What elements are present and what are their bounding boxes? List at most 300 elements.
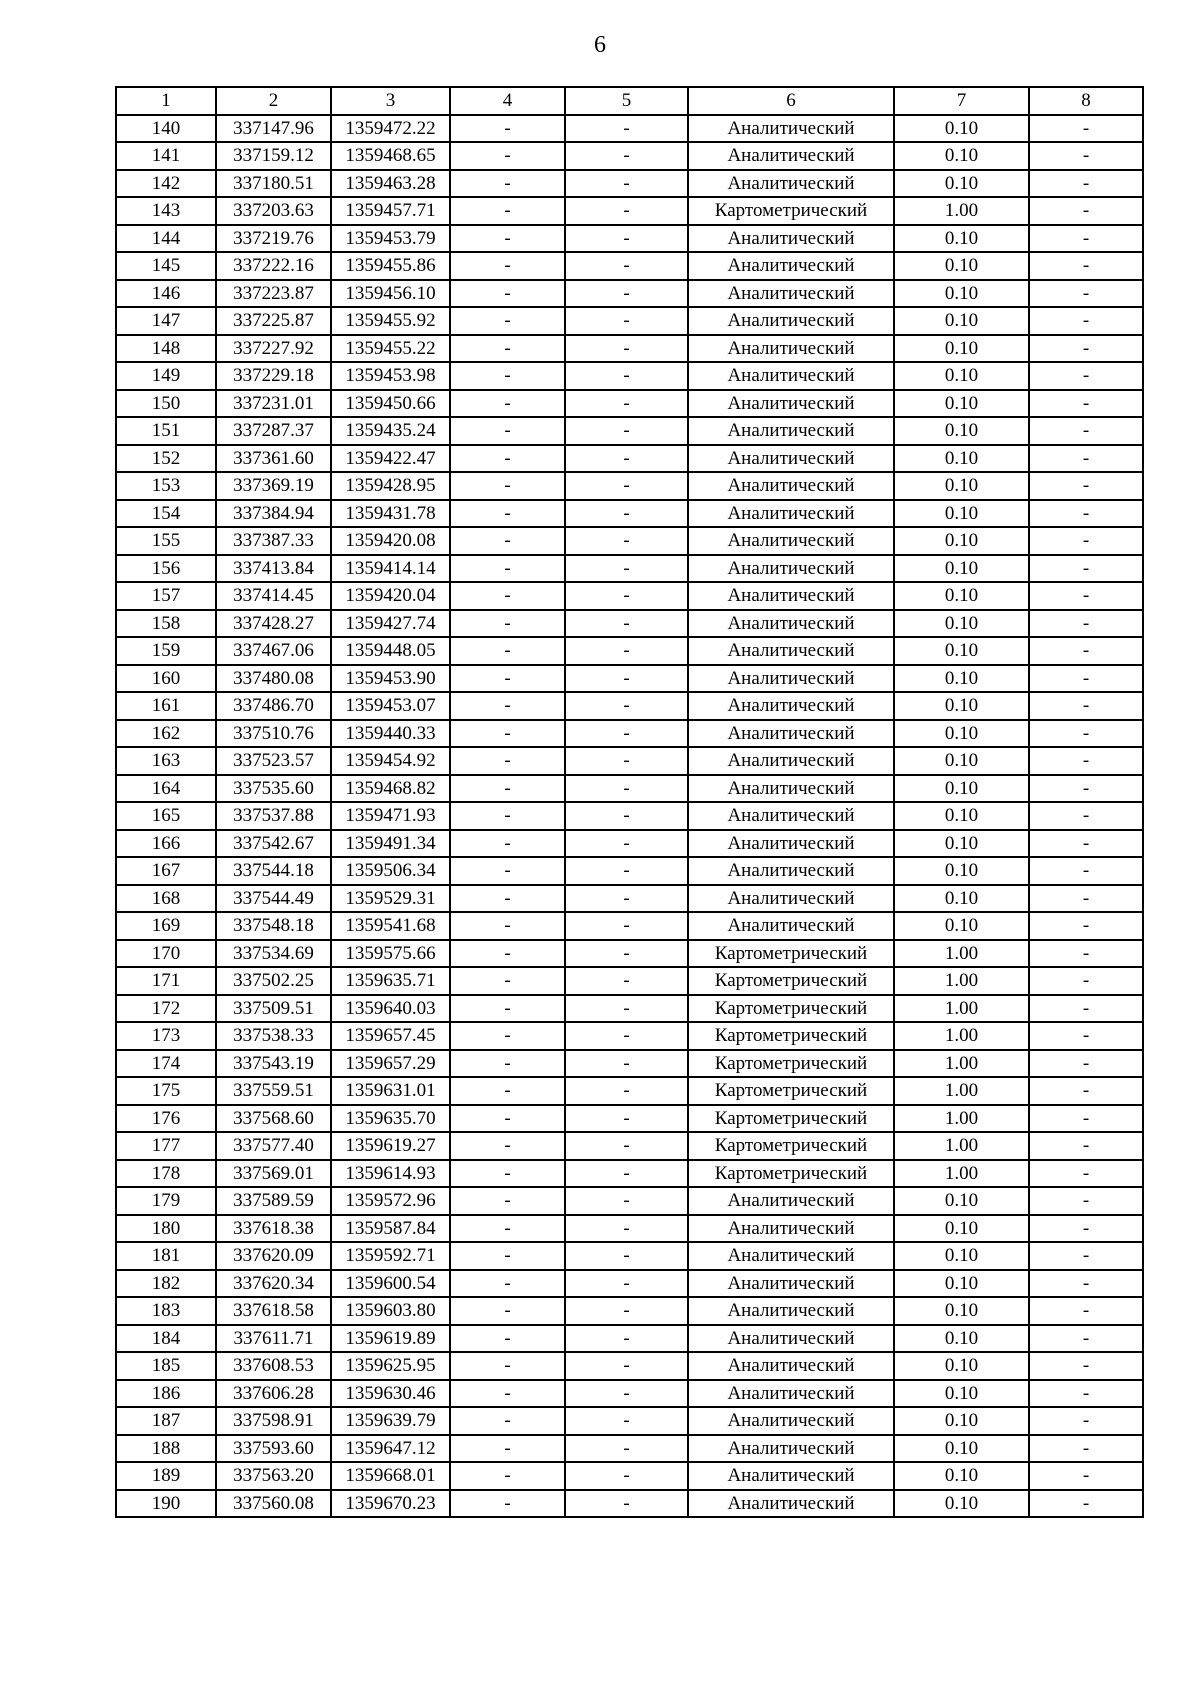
page-number: 6 [594,32,606,58]
table-row [116,527,1143,555]
column-5-cell: - [565,802,688,830]
point-number-cell: 177 [116,1132,216,1160]
point-number-cell: 145 [116,252,216,280]
column-4-cell: - [450,527,565,555]
column-header: 3 [331,87,450,115]
column-8-cell: - [1029,665,1143,693]
method-cell: Аналитический [688,802,894,830]
column-4-cell: - [450,1435,565,1463]
x-coordinate-cell: 337569.01 [216,1160,331,1188]
column-8-cell: - [1029,610,1143,638]
column-4-cell: - [450,1160,565,1188]
method-cell: Аналитический [688,1242,894,1270]
point-number-cell: 168 [116,885,216,913]
accuracy-cell: 0.10 [894,335,1029,363]
x-coordinate-cell: 337543.19 [216,1050,331,1078]
column-5-cell: - [565,417,688,445]
accuracy-cell: 1.00 [894,1022,1029,1050]
column-5-cell: - [565,527,688,555]
table-row [116,1325,1143,1353]
x-coordinate-cell: 337502.25 [216,967,331,995]
point-number-cell: 159 [116,637,216,665]
point-number-cell: 146 [116,280,216,308]
column-5-cell: - [565,280,688,308]
column-8-cell: - [1029,142,1143,170]
x-coordinate-cell: 337608.53 [216,1352,331,1380]
column-8-cell: - [1029,1297,1143,1325]
y-coordinate-cell: 1359440.33 [331,720,450,748]
table-row [116,142,1143,170]
y-coordinate-cell: 1359453.98 [331,362,450,390]
point-number-cell: 171 [116,967,216,995]
column-8-cell: - [1029,1215,1143,1243]
column-header: 4 [450,87,565,115]
point-number-cell: 189 [116,1462,216,1490]
column-4-cell: - [450,1352,565,1380]
column-4-cell: - [450,610,565,638]
accuracy-cell: 0.10 [894,390,1029,418]
accuracy-cell: 0.10 [894,1352,1029,1380]
x-coordinate-cell: 337480.08 [216,665,331,693]
column-5-cell: - [565,720,688,748]
y-coordinate-cell: 1359587.84 [331,1215,450,1243]
method-cell: Аналитический [688,665,894,693]
column-8-cell: - [1029,857,1143,885]
column-5-cell: - [565,500,688,528]
x-coordinate-cell: 337231.01 [216,390,331,418]
column-8-cell: - [1029,1462,1143,1490]
column-5-cell: - [565,1242,688,1270]
table-row [116,1187,1143,1215]
method-cell: Картометрический [688,1022,894,1050]
column-5-cell: - [565,692,688,720]
y-coordinate-cell: 1359450.66 [331,390,450,418]
column-header: 8 [1029,87,1143,115]
x-coordinate-cell: 337147.96 [216,115,331,143]
table-row [116,335,1143,363]
x-coordinate-cell: 337611.71 [216,1325,331,1353]
column-4-cell: - [450,1325,565,1353]
accuracy-cell: 1.00 [894,1160,1029,1188]
table-row [116,637,1143,665]
y-coordinate-cell: 1359420.08 [331,527,450,555]
accuracy-cell: 1.00 [894,1077,1029,1105]
point-number-cell: 140 [116,115,216,143]
column-5-cell: - [565,1462,688,1490]
point-number-cell: 186 [116,1380,216,1408]
column-header: 7 [894,87,1029,115]
point-number-cell: 150 [116,390,216,418]
accuracy-cell: 0.10 [894,1490,1029,1518]
accuracy-cell: 0.10 [894,472,1029,500]
column-4-cell: - [450,1215,565,1243]
table-row [116,280,1143,308]
accuracy-cell: 0.10 [894,115,1029,143]
accuracy-cell: 1.00 [894,967,1029,995]
column-header: 5 [565,87,688,115]
y-coordinate-cell: 1359600.54 [331,1270,450,1298]
x-coordinate-cell: 337537.88 [216,802,331,830]
point-number-cell: 167 [116,857,216,885]
accuracy-cell: 0.10 [894,1435,1029,1463]
accuracy-cell: 0.10 [894,775,1029,803]
method-cell: Аналитический [688,335,894,363]
x-coordinate-cell: 337534.69 [216,940,331,968]
y-coordinate-cell: 1359529.31 [331,885,450,913]
table-row [116,225,1143,253]
method-cell: Картометрический [688,197,894,225]
point-number-cell: 180 [116,1215,216,1243]
point-number-cell: 185 [116,1352,216,1380]
accuracy-cell: 0.10 [894,720,1029,748]
column-5-cell: - [565,1325,688,1353]
point-number-cell: 158 [116,610,216,638]
method-cell: Аналитический [688,555,894,583]
column-8-cell: - [1029,500,1143,528]
column-4-cell: - [450,1380,565,1408]
method-cell: Аналитический [688,1407,894,1435]
column-8-cell: - [1029,692,1143,720]
x-coordinate-cell: 337544.18 [216,857,331,885]
accuracy-cell: 0.10 [894,912,1029,940]
method-cell: Аналитический [688,1325,894,1353]
x-coordinate-cell: 337523.57 [216,747,331,775]
column-4-cell: - [450,1270,565,1298]
accuracy-cell: 0.10 [894,665,1029,693]
column-5-cell: - [565,1407,688,1435]
accuracy-cell: 0.10 [894,142,1029,170]
accuracy-cell: 1.00 [894,1105,1029,1133]
x-coordinate-cell: 337598.91 [216,1407,331,1435]
column-8-cell: - [1029,1352,1143,1380]
accuracy-cell: 0.10 [894,857,1029,885]
column-8-cell: - [1029,995,1143,1023]
point-number-cell: 164 [116,775,216,803]
column-8-cell: - [1029,527,1143,555]
column-5-cell: - [565,1050,688,1078]
column-5-cell: - [565,1297,688,1325]
table-row [116,610,1143,638]
method-cell: Картометрический [688,1105,894,1133]
column-5-cell: - [565,582,688,610]
table-row [116,1407,1143,1435]
column-5-cell: - [565,362,688,390]
column-4-cell: - [450,335,565,363]
column-5-cell: - [565,390,688,418]
x-coordinate-cell: 337428.27 [216,610,331,638]
column-5-cell: - [565,1105,688,1133]
x-coordinate-cell: 337618.38 [216,1215,331,1243]
x-coordinate-cell: 337369.19 [216,472,331,500]
column-8-cell: - [1029,1380,1143,1408]
accuracy-cell: 0.10 [894,170,1029,198]
y-coordinate-cell: 1359427.74 [331,610,450,638]
column-8-cell: - [1029,1490,1143,1518]
table-row [116,390,1143,418]
column-5-cell: - [565,1187,688,1215]
column-4-cell: - [450,280,565,308]
column-4-cell: - [450,747,565,775]
method-cell: Аналитический [688,610,894,638]
column-5-cell: - [565,170,688,198]
table-row [116,115,1143,143]
column-5-cell: - [565,857,688,885]
y-coordinate-cell: 1359592.71 [331,1242,450,1270]
column-8-cell: - [1029,390,1143,418]
column-8-cell: - [1029,830,1143,858]
table-row [116,170,1143,198]
method-cell: Аналитический [688,527,894,555]
y-coordinate-cell: 1359657.45 [331,1022,450,1050]
column-4-cell: - [450,1297,565,1325]
column-8-cell: - [1029,1242,1143,1270]
y-coordinate-cell: 1359455.86 [331,252,450,280]
column-8-cell: - [1029,1407,1143,1435]
column-8-cell: - [1029,445,1143,473]
column-8-cell: - [1029,1050,1143,1078]
y-coordinate-cell: 1359575.66 [331,940,450,968]
method-cell: Аналитический [688,1380,894,1408]
x-coordinate-cell: 337560.08 [216,1490,331,1518]
accuracy-cell: 0.10 [894,307,1029,335]
y-coordinate-cell: 1359435.24 [331,417,450,445]
column-5-cell: - [565,197,688,225]
y-coordinate-cell: 1359468.65 [331,142,450,170]
method-cell: Аналитический [688,1352,894,1380]
point-number-cell: 162 [116,720,216,748]
column-4-cell: - [450,307,565,335]
x-coordinate-cell: 337535.60 [216,775,331,803]
table-row [116,775,1143,803]
column-8-cell: - [1029,747,1143,775]
accuracy-cell: 0.10 [894,527,1029,555]
column-5-cell: - [565,995,688,1023]
method-cell: Аналитический [688,390,894,418]
point-number-cell: 188 [116,1435,216,1463]
table-row [116,967,1143,995]
accuracy-cell: 0.10 [894,1215,1029,1243]
y-coordinate-cell: 1359457.71 [331,197,450,225]
column-5-cell: - [565,1215,688,1243]
column-4-cell: - [450,472,565,500]
column-5-cell: - [565,747,688,775]
column-4-cell: - [450,1077,565,1105]
point-number-cell: 152 [116,445,216,473]
method-cell: Аналитический [688,417,894,445]
point-number-cell: 187 [116,1407,216,1435]
column-4-cell: - [450,362,565,390]
column-5-cell: - [565,225,688,253]
column-5-cell: - [565,940,688,968]
column-4-cell: - [450,445,565,473]
column-5-cell: - [565,885,688,913]
table-body [116,115,1143,1518]
table-row [116,252,1143,280]
x-coordinate-cell: 337606.28 [216,1380,331,1408]
column-8-cell: - [1029,307,1143,335]
column-5-cell: - [565,1380,688,1408]
method-cell: Аналитический [688,747,894,775]
method-cell: Аналитический [688,912,894,940]
column-5-cell: - [565,1160,688,1188]
table-row [116,1352,1143,1380]
accuracy-cell: 1.00 [894,940,1029,968]
x-coordinate-cell: 337413.84 [216,555,331,583]
column-4-cell: - [450,637,565,665]
point-number-cell: 176 [116,1105,216,1133]
column-4-cell: - [450,830,565,858]
column-4-cell: - [450,802,565,830]
column-8-cell: - [1029,417,1143,445]
accuracy-cell: 0.10 [894,830,1029,858]
column-5-cell: - [565,115,688,143]
column-4-cell: - [450,417,565,445]
column-4-cell: - [450,1242,565,1270]
x-coordinate-cell: 337361.60 [216,445,331,473]
x-coordinate-cell: 337223.87 [216,280,331,308]
table-row [116,417,1143,445]
point-number-cell: 153 [116,472,216,500]
x-coordinate-cell: 337203.63 [216,197,331,225]
column-header: 2 [216,87,331,115]
table-row [116,802,1143,830]
y-coordinate-cell: 1359428.95 [331,472,450,500]
y-coordinate-cell: 1359647.12 [331,1435,450,1463]
y-coordinate-cell: 1359456.10 [331,280,450,308]
x-coordinate-cell: 337229.18 [216,362,331,390]
column-4-cell: - [450,1462,565,1490]
x-coordinate-cell: 337542.67 [216,830,331,858]
point-number-cell: 173 [116,1022,216,1050]
x-coordinate-cell: 337227.92 [216,335,331,363]
accuracy-cell: 0.10 [894,637,1029,665]
column-8-cell: - [1029,912,1143,940]
table-row [116,940,1143,968]
x-coordinate-cell: 337559.51 [216,1077,331,1105]
point-number-cell: 170 [116,940,216,968]
accuracy-cell: 1.00 [894,197,1029,225]
y-coordinate-cell: 1359635.70 [331,1105,450,1133]
column-5-cell: - [565,445,688,473]
point-number-cell: 178 [116,1160,216,1188]
x-coordinate-cell: 337467.06 [216,637,331,665]
column-4-cell: - [450,995,565,1023]
point-number-cell: 175 [116,1077,216,1105]
column-8-cell: - [1029,1077,1143,1105]
y-coordinate-cell: 1359468.82 [331,775,450,803]
method-cell: Аналитический [688,1435,894,1463]
y-coordinate-cell: 1359431.78 [331,500,450,528]
method-cell: Аналитический [688,1215,894,1243]
x-coordinate-cell: 337384.94 [216,500,331,528]
accuracy-cell: 1.00 [894,1050,1029,1078]
accuracy-cell: 0.10 [894,417,1029,445]
column-5-cell: - [565,665,688,693]
accuracy-cell: 0.10 [894,885,1029,913]
column-4-cell: - [450,582,565,610]
accuracy-cell: 1.00 [894,995,1029,1023]
table-row [116,1105,1143,1133]
y-coordinate-cell: 1359414.14 [331,555,450,583]
column-4-cell: - [450,390,565,418]
method-cell: Аналитический [688,1462,894,1490]
column-8-cell: - [1029,1160,1143,1188]
x-coordinate-cell: 337620.09 [216,1242,331,1270]
column-8-cell: - [1029,1105,1143,1133]
column-header: 6 [688,87,894,115]
y-coordinate-cell: 1359625.95 [331,1352,450,1380]
column-4-cell: - [450,1407,565,1435]
y-coordinate-cell: 1359640.03 [331,995,450,1023]
method-cell: Аналитический [688,1297,894,1325]
column-8-cell: - [1029,555,1143,583]
column-4-cell: - [450,692,565,720]
y-coordinate-cell: 1359603.80 [331,1297,450,1325]
column-4-cell: - [450,1022,565,1050]
point-number-cell: 149 [116,362,216,390]
accuracy-cell: 1.00 [894,1132,1029,1160]
y-coordinate-cell: 1359506.34 [331,857,450,885]
table-row [116,1462,1143,1490]
method-cell: Картометрический [688,1160,894,1188]
x-coordinate-cell: 337544.49 [216,885,331,913]
method-cell: Аналитический [688,307,894,335]
accuracy-cell: 0.10 [894,252,1029,280]
method-cell: Аналитический [688,362,894,390]
y-coordinate-cell: 1359472.22 [331,115,450,143]
method-cell: Картометрический [688,1132,894,1160]
column-4-cell: - [450,500,565,528]
y-coordinate-cell: 1359635.71 [331,967,450,995]
x-coordinate-cell: 337548.18 [216,912,331,940]
point-number-cell: 160 [116,665,216,693]
column-5-cell: - [565,555,688,583]
x-coordinate-cell: 337620.34 [216,1270,331,1298]
accuracy-cell: 0.10 [894,362,1029,390]
column-5-cell: - [565,1490,688,1518]
accuracy-cell: 0.10 [894,445,1029,473]
y-coordinate-cell: 1359453.90 [331,665,450,693]
column-5-cell: - [565,142,688,170]
table-row [116,1297,1143,1325]
column-4-cell: - [450,912,565,940]
column-8-cell: - [1029,1132,1143,1160]
column-5-cell: - [565,252,688,280]
table-row [116,857,1143,885]
table-row [116,665,1143,693]
method-cell: Аналитический [688,775,894,803]
accuracy-cell: 0.10 [894,582,1029,610]
column-8-cell: - [1029,582,1143,610]
column-8-cell: - [1029,197,1143,225]
column-8-cell: - [1029,802,1143,830]
column-4-cell: - [450,720,565,748]
column-5-cell: - [565,307,688,335]
column-4-cell: - [450,940,565,968]
x-coordinate-cell: 337593.60 [216,1435,331,1463]
table-row [116,1490,1143,1518]
column-5-cell: - [565,1022,688,1050]
table-row [116,1215,1143,1243]
method-cell: Картометрический [688,1077,894,1105]
accuracy-cell: 0.10 [894,1462,1029,1490]
column-8-cell: - [1029,335,1143,363]
column-5-cell: - [565,610,688,638]
point-number-cell: 144 [116,225,216,253]
point-number-cell: 169 [116,912,216,940]
x-coordinate-cell: 337618.58 [216,1297,331,1325]
table-row [116,1435,1143,1463]
